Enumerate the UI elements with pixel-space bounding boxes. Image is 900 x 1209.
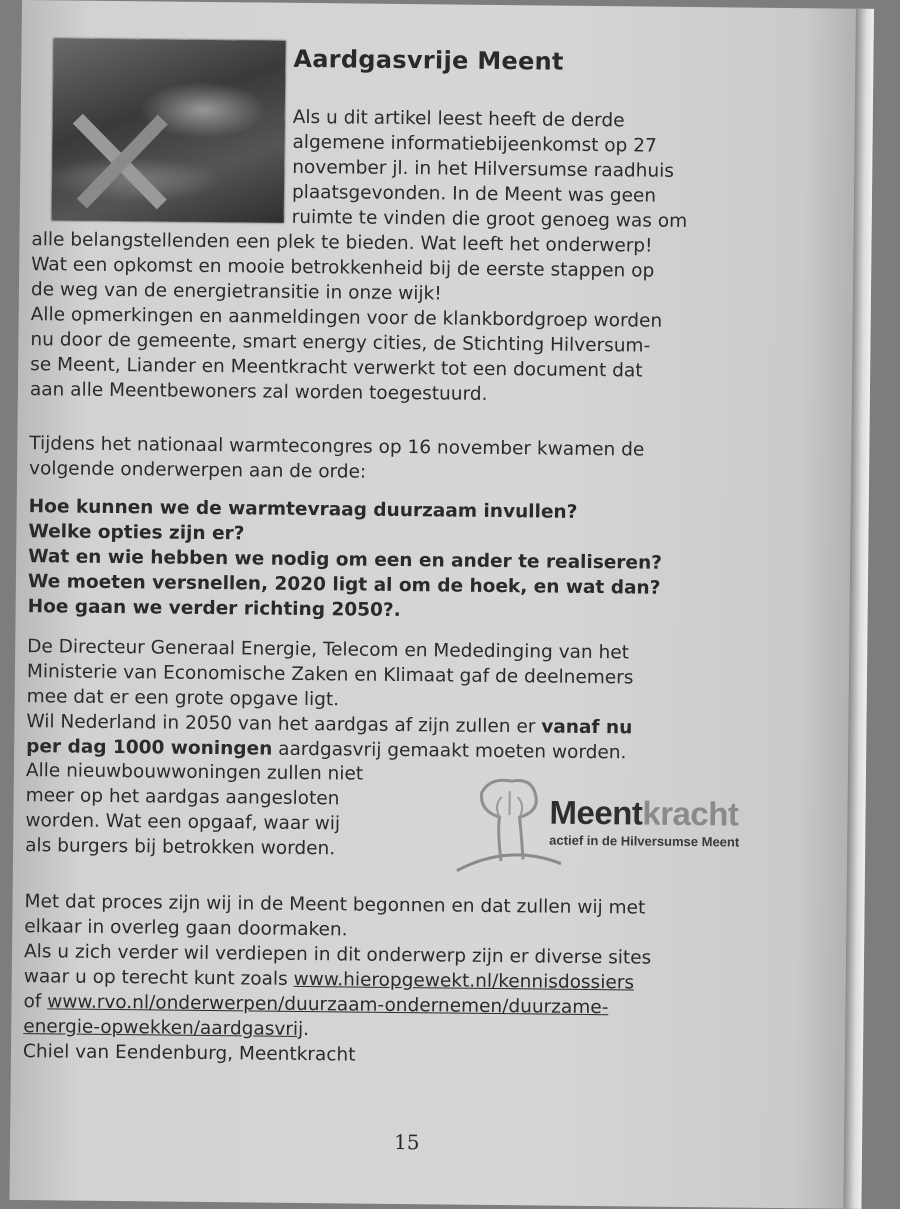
logo-wordmark (549, 794, 738, 834)
newbuild-line: Alle nieuwbouwwoningen zullen niet (25, 760, 364, 785)
intro-line: Als u dit artikel leest heeft de derde (292, 106, 625, 132)
link-rvo-part1[interactable]: www.rvo.nl/onderwerpen/duurzaam-ondernemen/duurzame- (47, 991, 609, 1019)
closing-line: Met dat proces zijn wij in de Meent begonnen en dat zullen wij met (24, 891, 646, 919)
question-item: Hoe kunnen we de warmtevraag duurzaam invullen? (28, 496, 578, 523)
link-hieropgewekt[interactable]: www.hieropgewekt.nl/kennisdossiers (293, 968, 635, 994)
logo-word-dark: Meent (549, 793, 643, 832)
question-item: Hoe gaan we verder richting 2050?. (27, 596, 401, 621)
question-item: Wat en wie hebben we nodig om een en ander te realiseren? (28, 546, 663, 574)
author-credit: Chiel van Eendenburg, Meentkracht (22, 1041, 356, 1066)
director-line: De Directeur Generaal Energie, Telecom en Mededinging van het (27, 636, 630, 664)
intro-paragraph (30, 102, 793, 410)
intro-line: Alle opmerkingen en aanmeldingen voor de klankbordgroep worden (30, 304, 663, 332)
link-rvo-part2[interactable]: energie-opwekken/aardgasvrij (23, 1016, 304, 1041)
link-end-punctuation: . (303, 1019, 310, 1041)
intro-line: ruimte te vinden die groot genoeg was om (291, 206, 688, 232)
congress-line: Tijdens het nationaal warmtecongres op 16 november kwamen de (29, 433, 645, 461)
director-paragraph (26, 634, 787, 767)
question-item: We moeten versnellen, 2020 ligt al om de hoek, en wat dan? (27, 571, 661, 599)
meentkracht-logo (449, 771, 780, 884)
closing-paragraph (23, 889, 785, 1072)
magazine-page (9, 0, 874, 1209)
or-text: of (23, 991, 48, 1013)
article-title: Aardgasvrije Meent (293, 44, 564, 76)
director-line: Ministerie van Economische Zaken en Klimaat gaf de deelnemers (26, 661, 634, 689)
question-list (28, 494, 809, 627)
sites-text: waar u op terecht kunt zoals (23, 966, 294, 990)
intro-line: november jl. in het Hilversumse raadhuis (292, 156, 675, 182)
director-line: mee dat er een grote opgave ligt. (26, 686, 340, 711)
intro-line: plaatsgevonden. In de Meent was geen (291, 181, 657, 207)
intro-line: aan alle Meentbewoners zal worden toegestuurd. (29, 379, 488, 405)
goal-text: Wil Nederland in 2050 van het aardgas af zijn zullen er (26, 711, 542, 738)
newbuild-line: meer op het aardgas aangesloten (25, 785, 340, 810)
intro-line: de weg van de energietransitie in onze wijk! (30, 279, 442, 305)
closing-line: Als u zich verder wil verdiepen in dit onderwerp zijn er diverse sites (23, 941, 652, 969)
closing-line: elkaar in overleg gaan doormaken. (24, 916, 348, 941)
newbuild-paragraph (25, 758, 446, 862)
intro-line: alle belangstellenden een plek te bieden. Wat leeft het onderwerp! (31, 229, 653, 257)
congress-paragraph (29, 431, 789, 489)
page-number: 15 (393, 1129, 420, 1155)
goal-emphasis: vanaf nu (541, 716, 633, 739)
logo-tagline: actief in de Hilversumse Meent (549, 832, 740, 850)
newbuild-line: als burgers bij betrokken worden. (25, 835, 336, 860)
congress-line: volgende onderwerpen aan de orde: (28, 458, 367, 483)
newbuild-line: worden. Wat een opgaaf, waar wij (25, 810, 341, 835)
logo-word-light: kracht (642, 794, 739, 833)
intro-line: algemene informatiebijeenkomst op 27 (292, 131, 657, 157)
question-item: Welke opties zijn er? (28, 521, 245, 545)
intro-line: nu door de gemeente, smart energy cities, de Stichting Hilversum- (30, 329, 651, 357)
intro-line: Wat een opkomst en mooie betrokkenheid bij de eerste stappen op (31, 254, 655, 282)
goal-text: aardgasvrij gemaakt moeten worden. (272, 738, 627, 764)
intro-line: se Meent, Liander en Meentkracht verwerkt tot een document dat (30, 354, 643, 382)
goal-emphasis: per dag 1000 woningen (26, 736, 273, 760)
page-edge (843, 9, 874, 1209)
